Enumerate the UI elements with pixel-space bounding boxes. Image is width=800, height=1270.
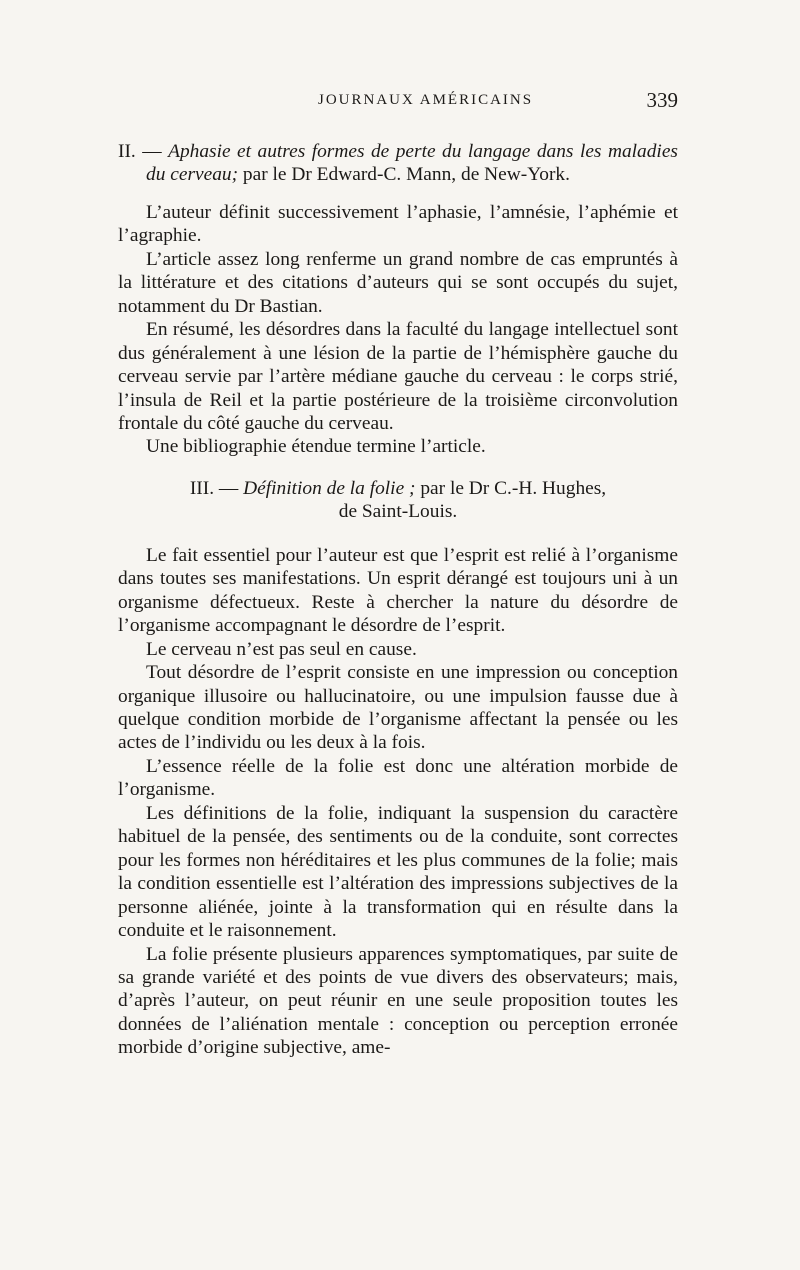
section-ii-number: II. —: [118, 141, 162, 162]
paragraph: Les définitions de la folie, indiquant la suspension du caractère habituel de la pensée, des sentiments ou de la conduite, sont correctes pour les formes non héréditaires et les plus communes de la folie; mais la condition essentielle est l’altération des impressions subjectives de la personne aliénée, jointe à la transformation qui en résulte dans la conduite et le raisonnement.: [118, 802, 678, 942]
running-title: JOURNAUX AMÉRICAINS: [318, 92, 534, 108]
section-iii-author: par le Dr C.-H. Hughes,: [420, 477, 607, 499]
page-number: 339: [646, 88, 678, 112]
paragraph: La folie présente plusieurs apparences symptomatiques, par suite de sa grande variété et des points de vue divers des observateurs; mais, d’après l’auteur, on peut réunir en une seule proposition toutes les données de l’aliénation mentale : conception ou perception erronée morbide d’origine subjective, ame-: [118, 943, 678, 1059]
paragraph: Tout désordre de l’esprit consiste en une impression ou conception organique illusoire ou hallucinatoire, ou une impulsion fausse due à quelque condition morbide de l’organisme affectant la pensée ou les actes de l’individu ou les deux à la fois.: [118, 662, 678, 754]
paragraph: En résumé, les désordres dans la faculté du langage intellectuel sont dus généralement à une lésion de la partie de l’hémisphère gauche du cerveau servie par l’artère médiane gauche du cerveau : le corps strié, l’insula de Reil et la partie postérieure de la troisième circonvolution frontale du côté gauche du cerveau.: [118, 319, 678, 434]
section-iii-author-place: de Saint-Louis.: [338, 501, 458, 523]
paragraph: L’essence réelle de la folie est donc une altération morbide de l’organisme.: [118, 755, 678, 801]
section-iii-number: III. —: [189, 477, 239, 499]
paragraph: Le cerveau n’est pas seul en cause.: [146, 638, 417, 660]
paragraph: L’auteur définit successivement l’aphasie, l’amnésie, l’aphémie et l’agraphie.: [118, 201, 678, 247]
body-text: [118, 140, 678, 1060]
paragraph: L’article assez long renferme un grand nombre de cas empruntés à la littérature et des citations d’auteurs qui se sont occupés du sujet, notamment du Dr Bastian.: [118, 248, 678, 317]
paragraph: Le fait essentiel pour l’auteur est que l’esprit est relié à l’organisme dans toutes ses manifestations. Un esprit dérangé est toujours uni à un organisme défectueux. Reste à chercher la nature du désordre de l’organisme accompagnant le désordre de l’esprit.: [118, 544, 678, 637]
section-ii-heading: [118, 140, 678, 187]
paragraph: Une bibliographie étendue termine l’article.: [146, 436, 486, 458]
section-ii-title: Aphasie et autres formes de perte du langage dans les maladies du cerveau;: [146, 141, 678, 186]
page-header: [118, 88, 678, 118]
section-iii-title: Définition de la folie ;: [243, 477, 416, 499]
section-ii-author: par le Dr Edward-C. Mann, de New-York.: [242, 164, 570, 186]
section-iii-heading: [118, 477, 678, 524]
